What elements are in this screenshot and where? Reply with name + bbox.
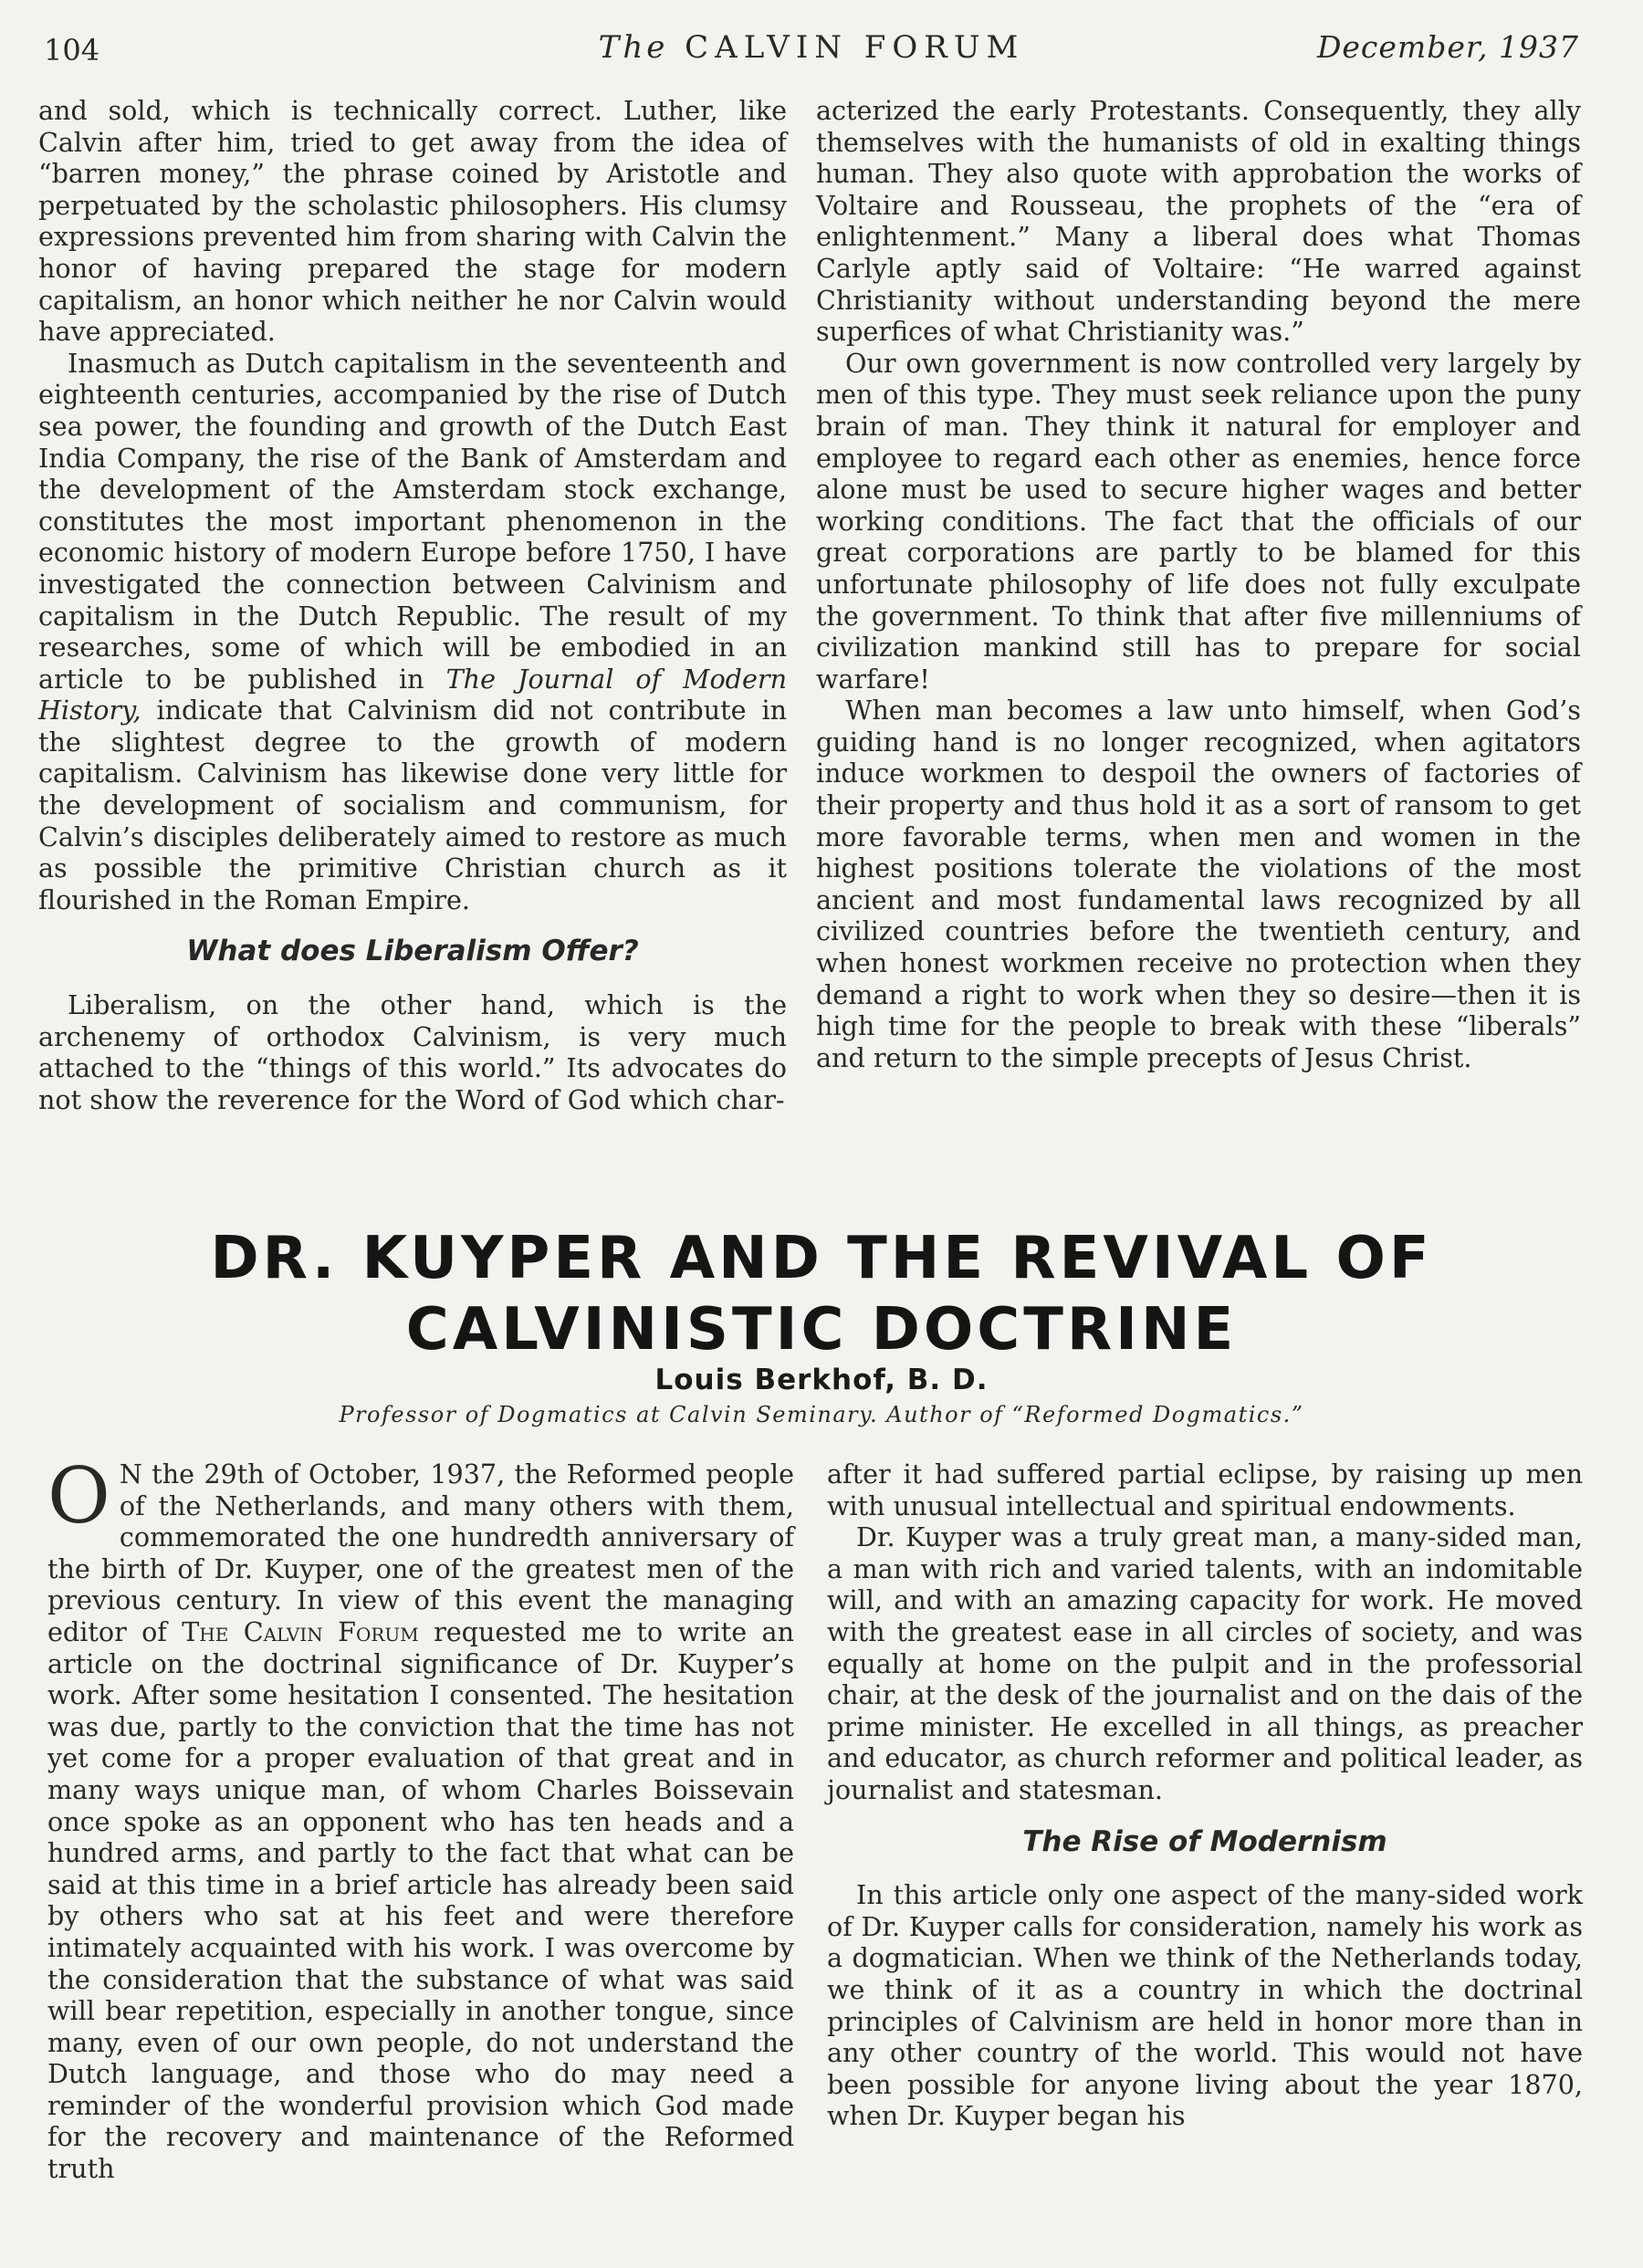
masthead-name: CALVIN FORUM	[685, 29, 1025, 66]
prev-article-right-column	[816, 95, 1581, 1073]
paragraph	[47, 1451, 794, 2185]
title-line: DR. KUYPER AND THE REVIVAL OF	[210, 1225, 1433, 1292]
paragraph	[38, 348, 787, 916]
article-left-column	[47, 1451, 794, 2185]
paragraph: after it had suffered partial eclipse, by raising up men with unusual intellectual and spiritual endowments.	[827, 1458, 1583, 1521]
author-affiliation: Professor of Dogmatics at Calvin Seminary. Author of “Reformed Dogmatics.”	[339, 1402, 1304, 1427]
page-number: 104	[44, 33, 100, 68]
paragraph-text: requested me to write an article on the doctrinal significance of Dr. Kuyper’s work. After some hesitation I consented. The hesitation was due, partly to the conviction that the time has not yet come for a proper evaluation of that great and in many ways unique man, of whom Charles Boissevain once spoke as an opponent who has ten heads and a hundred arms, and partly to the fact that what can be said at this time in a brief article has already been said by others who sat at his feet and were therefore intimately acquainted with his work. I was overcome by the consideration that the substance of what was said will bear repetition, especially in another tongue, since many, even of our own people, do not understand the Dutch language, and those who do may need a reminder of the wonderful provision which God made for the recovery and maintenance of the Reformed truth	[47, 1615, 794, 2185]
paragraph-text: Inasmuch as Dutch capitalism in the seventeenth and eighteenth centuries, accompanied by the rise of Dutch sea power, the founding and growth of the Dutch East India Company, the rise of the Bank of Amsterdam and the development of the Amsterdam stock exchange, constitutes the most important phenomenon in the economic history of modern Europe before 1750, I have investigated the connection between Calvinism and capitalism in the Dutch Republic. The result of my researches, some of which will be embodied in an article to be published in	[38, 347, 787, 695]
paragraph: Dr. Kuyper was a truly great man, a many-sided man, a man with rich and varied talents, with an indomitable will, and with an amazing capacity for work. He moved with the greatest ease in all circles of society, and was equally at home on the pulpit and in the professorial chair, at the desk of the journalist and on the dais of the prime minister. He excelled in all things, as preacher and educator, as church reformer and political leader, as journalist and statesman.	[827, 1521, 1583, 1805]
prev-article-left-column	[38, 95, 787, 1115]
title-line: CALVINISTIC DOCTRINE	[405, 1296, 1238, 1364]
section-heading: The Rise of Modernism	[1022, 1824, 1387, 1858]
journal-title: The Journal of Modern History,	[38, 663, 787, 726]
issue-date: December, 1937	[1316, 29, 1579, 65]
page-header	[44, 27, 1579, 73]
masthead-the: The	[598, 29, 669, 66]
paragraph: acterized the early Protestants. Consequently, they ally themselves with the humanists of old in exalting things human. They also quote with approbation the works of Voltaire and Rousseau, the prophets of the “era of enlightenment.” Many a liberal does what Thomas Carlyle aptly said of Voltaire: “He warred against Christianity without understanding beyond the mere superfices of what Christianity was.”	[816, 95, 1581, 348]
paragraph: When man becomes a law unto himself, when God’s guiding hand is no longer recognized, when agitators induce workmen to despoil the owners of factories of their property and thus hold it as a sort of ransom to get more favorable terms, when men and women in the highest positions tolerate the violations of the most ancient and most fundamental laws recognized by all civilized countries before the twentieth century, and when honest workmen receive no protection when they demand a right to work when they so desire—then it is high time for the people to break with these “liberals” and return to the simple precepts of Jesus Christ.	[816, 695, 1581, 1073]
magazine-name: The Calvin Forum	[182, 1615, 419, 1647]
paragraph: Our own government is now controlled very largely by men of this type. They must seek reliance upon the puny brain of man. They think it natural for employer and employee to regard each other as enemies, hence force alone must be used to secure higher wages and better working conditions. The fact that the officials of our great corporations are partly to be blamed for this unfortunate philosophy of life does not fully exculpate the government. To think that after five millenniums of civilization mankind still has to prepare for social warfare!	[816, 347, 1581, 695]
article-right-column	[827, 1458, 1583, 2132]
paragraph-text: indicate that Calvinism did not contribute in the slightest degree to the growth of modern capitalism. Calvinism has likewise done very little for the development of socialism and communism, for Calvin’s disciples deliberately aimed to restore as much as possible the primitive Christian church as it flourished in the Roman Empire.	[38, 695, 788, 915]
paragraph: Liberalism, on the other hand, which is the archenemy of orthodox Calvinism, is very much attached to the “things of this world.” Its advocates do not show the reverence for the Word of God which char-	[38, 989, 787, 1115]
section-heading: What does Liberalism Offer?	[186, 935, 639, 968]
paragraph-text: N the 29th of October, 1937, the Reformed people of the Netherlands, and many others with them, commemorated the one hundredth anniversary of the birth of Dr. Kuyper, one of the greatest men of the previous century. In view of this event the managing editor of	[47, 1458, 794, 1647]
paragraph: and sold, which is technically correct. Luther, like Calvin after him, tried to get away from the idea of “barren money,” the phrase coined by Aristotle and perpetuated by the scholastic philosophers. His clumsy expressions prevented him from sharing with Calvin the honor of having prepared the stage for modern capitalism, an honor which neither he nor Calvin would have appreciated.	[38, 95, 787, 348]
author-byline: Louis Berkhof, B. D.	[654, 1364, 989, 1396]
paragraph: In this article only one aspect of the many-sided work of Dr. Kuyper calls for consideration, namely his work as a dogmatician. When we think of the Netherlands today, we think of it as a country in which the doctrinal principles of Calvinism are held in honor more than in any other country of the world. This would not have been possible for anyone living about the year 1870, when Dr. Kuyper began his	[827, 1879, 1583, 2132]
article-title	[0, 1223, 1643, 1365]
drop-cap: O	[47, 1451, 110, 1541]
